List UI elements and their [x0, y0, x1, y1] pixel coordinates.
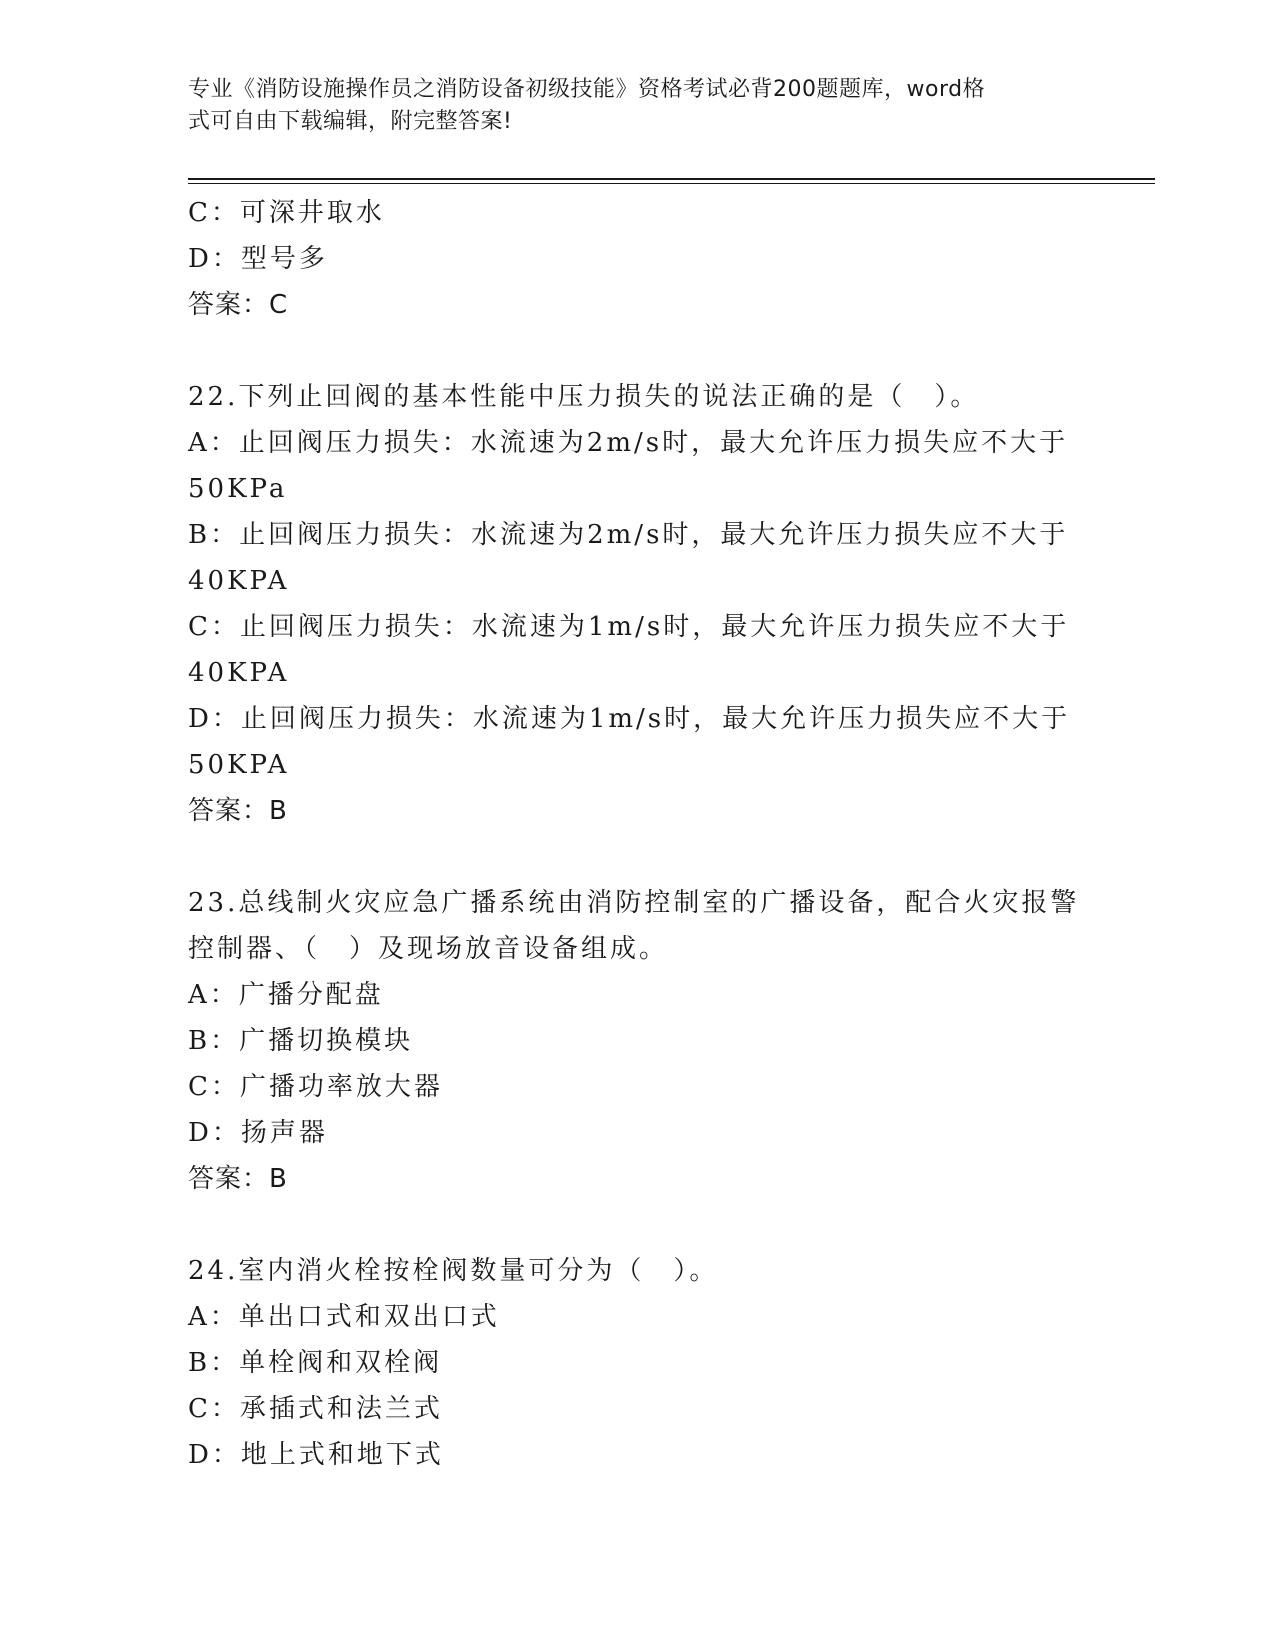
option-b: B：广播切换模块: [188, 1026, 414, 1056]
answer-line: 答案：C: [188, 290, 289, 320]
option-d-continued: 50KPA: [188, 750, 290, 780]
answer-line: 答案：B: [188, 796, 288, 826]
spacer: [188, 1202, 1088, 1248]
option-a: A：单出口式和双出口式: [188, 1302, 500, 1332]
option-b-continued: 40KPA: [188, 566, 290, 596]
option-a-continued: 50KPa: [188, 474, 288, 504]
option-a: A：止回阀压力损失：水流速为2m/s时，最大允许压力损失应不大于: [188, 428, 1069, 458]
option-b: B：单栓阀和双栓阀: [188, 1348, 443, 1378]
header-divider-thin: [188, 183, 1155, 184]
header-line-2: 式可自由下载编辑，附完整答案!: [188, 109, 513, 134]
option-c: C：止回阀压力损失：水流速为1m/s时，最大允许压力损失应不大于: [188, 612, 1070, 642]
question-list: [188, 190, 1088, 1478]
document-header: [188, 74, 1088, 138]
header-divider: [188, 178, 1155, 180]
option-d: D：扬声器: [188, 1118, 328, 1148]
spacer: [188, 834, 1088, 880]
option-c: C：承插式和法兰式: [188, 1394, 443, 1424]
question-block-24: [188, 1248, 1088, 1478]
option-d: D：型号多: [188, 244, 328, 274]
question-stem: 23.总线制火灾应急广播系统由消防控制室的广播设备，配合火灾报警: [188, 888, 1080, 918]
option-c: C：广播功率放大器: [188, 1072, 443, 1102]
question-stem: 24.室内消火栓按栓阀数量可分为（ ）。: [188, 1256, 719, 1286]
option-b: B：止回阀压力损失：水流速为2m/s时，最大允许压力损失应不大于: [188, 520, 1069, 550]
spacer: [188, 328, 1088, 374]
option-c-continued: 40KPA: [188, 658, 290, 688]
question-block-23: [188, 880, 1088, 1202]
option-d: D：地上式和地下式: [188, 1440, 444, 1470]
question-stem-continued: 控制器、（ ）及现场放音设备组成。: [188, 934, 669, 964]
option-a: A：广播分配盘: [188, 980, 384, 1010]
question-stem: 22.下列止回阀的基本性能中压力损失的说法正确的是（ ）。: [188, 382, 980, 412]
answer-line: 答案：B: [188, 1164, 288, 1194]
option-d: D：止回阀压力损失：水流速为1m/s时，最大允许压力损失应不大于: [188, 704, 1071, 734]
question-block-21: [188, 190, 1088, 328]
question-block-22: [188, 374, 1088, 834]
option-c: C：可深井取水: [188, 198, 385, 228]
header-line-1: 专业《消防设施操作员之消防设备初级技能》资格考试必背200题题库，word格: [188, 77, 986, 102]
